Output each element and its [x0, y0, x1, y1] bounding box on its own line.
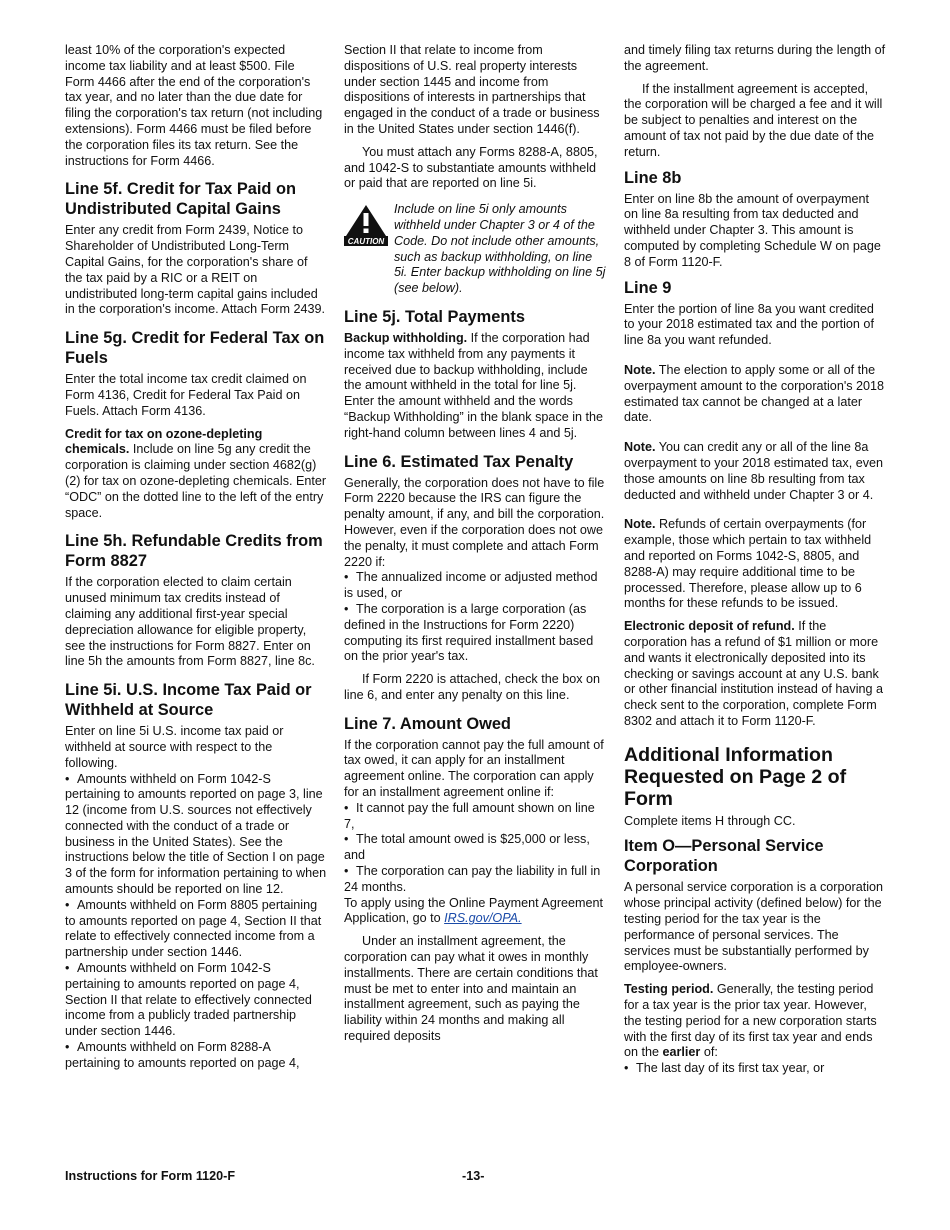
list-item: • It cannot pay the full amount shown on line 7,	[344, 800, 595, 831]
bullet-icon: •	[344, 864, 349, 879]
heading-line-5h: Line 5h. Refundable Credits from Form 8827	[65, 532, 323, 571]
note-2: Note. You can credit any or all of the line 8a overpayment to your 2018 estimated tax, even those amounts on line 8b resulting from tax deducted and withheld under Chapter 3 or 4.	[624, 440, 884, 502]
paragraph-accepted: If the installment agreement is accepted, the corporation will be charged a fee and it will be subject to penalties and interest on the amount of tax not paid by the due date of the return.	[624, 81, 883, 159]
footer-page-number: -13-	[462, 1169, 485, 1183]
heading-line-6: Line 6. Estimated Tax Penalty	[344, 452, 574, 471]
caution-icon	[344, 204, 388, 246]
paragraph-testing-period: Testing period. Generally, the testing period for a tax year is the prior tax year. However, the testing period for a new corporation starts with the first day of its first tax year and ends on the earlier of:	[624, 982, 877, 1060]
lead-backup: Backup withholding.	[344, 330, 468, 345]
lead-ozone: Credit for tax on ozone-depleting chemicals.	[65, 426, 263, 457]
caution-text: Include on line 5i only amounts withheld under Chapter 3 or 4 of the Code. Do not include other amounts, such as backup withholding, on line 5i. Enter backup withholding on line 5j (see below).	[394, 202, 606, 296]
paragraph-additional: Complete items H through CC.	[624, 813, 796, 828]
caution-box	[344, 202, 606, 297]
bullet-list-6	[344, 570, 606, 665]
list-item: • Amounts withheld on Form 8805 pertaining to amounts reported on page 4, Section II that relate to effectively connected income from a partnership under section 1446.	[65, 897, 322, 960]
paragraph-line-9: Enter the portion of line 8a you want credited to your 2018 estimated tax and the portion of line 8a you want refunded.	[624, 301, 874, 348]
paragraph-line-5f: Enter any credit from Form 2439, Notice to Shareholder of Undistributed Long-Term Capital Gains, for the corporation's share of the tax paid by a RIC or a REIT on undistributed long-term capital gains included in the corporation's income. Attach Form 2439.	[65, 223, 326, 317]
heading-line-5i: Line 5i. U.S. Income Tax Paid or Withheld at Source	[65, 681, 312, 720]
bullet-list-testing	[624, 1061, 886, 1077]
paragraph-backup	[344, 331, 606, 442]
bullet-icon: •	[65, 897, 70, 912]
text-backup: If the corporation had income tax withheld from any payments it received due to backup withholding, include the amount withheld in the total for line 5j. Enter the amount withheld and the words “Backup Withholding” in the blank space in the right-hand column between lines 4 and 5j.	[344, 330, 604, 440]
paragraph-line-6b: If Form 2220 is attached, check the box on line 6, and enter any penalty on this line.	[344, 672, 601, 702]
column-2	[344, 43, 606, 1052]
list-item: • Amounts withheld on Form 1042-S pertaining to amounts reported on page 3, line 12 (income from U.S. sources not effectively connected with the conduct of a trade or business in the United States). See the instructions below the title of Section I on page 3 of the form for information pertaining to when amounts should be reported on line 12.	[65, 771, 327, 897]
list-item: • Amounts withheld on Form 8288-A pertaining to amounts reported on page 4,	[65, 1040, 300, 1070]
bullet-icon: •	[65, 961, 70, 976]
paragraph-opa: To apply using the Online Payment Agreement Application, go to IRS.gov/OPA.	[344, 895, 604, 926]
bullet-icon: •	[65, 1040, 70, 1055]
paragraph-line-5h: If the corporation elected to claim certain unused minimum tax credits instead of claiming any additional first-year special depreciation allowance for eligible property, see the instructions for Form 8827. Enter on line 5h the amounts from Form 8827, line 8c.	[65, 575, 315, 669]
list-item: • The annualized income or adjusted method is used, or	[344, 570, 598, 601]
list-item: • The corporation is a large corporation (as defined in the Instructions for Form 2220) computing its first required installment based on the prior year's tax.	[344, 601, 594, 664]
heading-line-5j: Line 5j. Total Payments	[344, 307, 525, 326]
opa-link[interactable]: IRS.gov/OPA.	[444, 911, 522, 926]
bullet-icon: •	[344, 800, 349, 815]
paragraph-electronic-deposit: Electronic deposit of refund. If the corporation has a refund of $1 million or more and wants it electronically deposited into its checking or savings account at any U.S. bank or other financial institution instead of having a check sent to the corporation, complete Form 8302 and attach it to Form 1120-F.	[624, 619, 884, 728]
paragraph-line-5g: Enter the total income tax credit claimed on Form 4136, Credit for Federal Tax Paid on Fuels. Attach Form 4136.	[65, 372, 307, 418]
column-3	[624, 43, 886, 1084]
paragraph-line-5i: Enter on line 5i U.S. income tax paid or withheld at source with respect to the following.	[65, 724, 284, 770]
paragraph-attach: You must attach any Forms 8288-A, 8805, and 1042-S to substantiate amounts withheld or paid that are reported on line 5i.	[344, 144, 598, 191]
list-item: • The last day of its first tax year, or	[624, 1061, 825, 1076]
heading-line-5g: Line 5g. Credit for Federal Tax on Fuels	[65, 329, 325, 368]
bullet-icon: •	[344, 832, 349, 847]
note-3: Note. Refunds of certain overpayments (for example, those which pertain to tax withheld and reported on Forms 1042-S, 8805, and 8288-A) may require additional time to be processed. Therefore, please allow up to 6 months for these refunds to be issued.	[624, 517, 872, 611]
caution-label: CAUTION	[347, 237, 385, 247]
lead-electronic-deposit: Electronic deposit of refund.	[624, 619, 795, 634]
bullet-list-5i	[65, 772, 327, 1072]
bullet-icon: •	[344, 601, 349, 616]
bullet-list-7	[344, 801, 606, 896]
paragraph-item-o: A personal service corporation is a corporation whose principal activity (defined below) for the testing period for the tax year is the performance of personal services. The services must be substantially performed by employee-owners.	[624, 880, 884, 974]
text-ozone: Include on line 5g any credit the corporation is claiming under section 4682(g)(2) for tax on ozone-depleting chemicals. Enter “ODC” on the dotted line to the left of the entry space.	[65, 442, 327, 520]
heading-item-o: Item O—Personal Service Corporation	[624, 837, 824, 876]
column-1	[65, 43, 327, 1079]
bullet-icon: •	[344, 570, 349, 585]
list-item: • Amounts withheld on Form 1042-S pertaining to amounts reported on page 4, Section II that relate to effectively connected income from a publicly traded partnership under section 1446.	[65, 961, 312, 1039]
paragraph-line-8b: Enter on line 8b the amount of overpayment on line 8a resulting from tax deducted and withheld under Chapter 3. This amount is computed by completing Schedule W on page 8 of Form 1120-F.	[624, 191, 881, 269]
paragraph-intro: least 10% of the corporation's expected income tax liability and at least $500. File Form 4466 after the end of the corporation's tax year, and no later than the due date for filing the corporation's tax return (not including extensions). Form 4466 must be filed before the corporation files its tax return. See the instructions for Form 4466.	[65, 43, 323, 168]
heading-line-5f: Line 5f. Credit for Tax Paid on Undistributed Capital Gains	[65, 180, 297, 219]
note-1: Note. The election to apply some or all of the overpayment amount to the corporation's 2018 estimated tax cannot be changed at a later date.	[624, 362, 885, 425]
paragraph-line-6: Generally, the corporation does not have to file Form 2220 because the IRS can figure the penalty amount, if any, and bill the corporation. However, even if the corporation does not owe the penalty, it must complete and attach Form 2220 if:	[344, 475, 605, 569]
paragraph-installment: Under an installment agreement, the corporation can pay what it owes in monthly installments. There are certain conditions that must be met to enter into and maintain an installment agreement, such as paying the liability within 24 months and making all required deposits	[344, 934, 598, 1044]
bullet-icon: •	[624, 1061, 629, 1076]
heading-line-7: Line 7. Amount Owed	[344, 714, 511, 733]
bullet-icon: •	[65, 771, 70, 786]
list-item: • The total amount owed is $25,000 or less, and	[344, 832, 590, 863]
paragraph-line-7: If the corporation cannot pay the full amount of tax owed, it can apply for an installment agreement online. The corporation can apply for an installment agreement online if:	[344, 737, 604, 800]
heading-line-9: Line 9	[624, 278, 672, 297]
paragraph-ozone	[65, 427, 327, 522]
paragraph-continued: Section II that relate to income from dispositions of U.S. real property interests under section 1445 and income from dispositions of interests in partnerships that engaged in the conduct of a trade or business in the United States under section 1446(f).	[344, 43, 600, 136]
footer-form-title: Instructions for Form 1120-F	[65, 1169, 236, 1183]
list-item: • The corporation can pay the liability in full in 24 months.	[344, 864, 601, 894]
paragraph-continued: and timely filing tax returns during the length of the agreement.	[624, 43, 886, 73]
heading-additional-information: Additional Information Requested on Page 2 of Form	[624, 743, 847, 810]
heading-line-8b: Line 8b	[624, 168, 682, 187]
